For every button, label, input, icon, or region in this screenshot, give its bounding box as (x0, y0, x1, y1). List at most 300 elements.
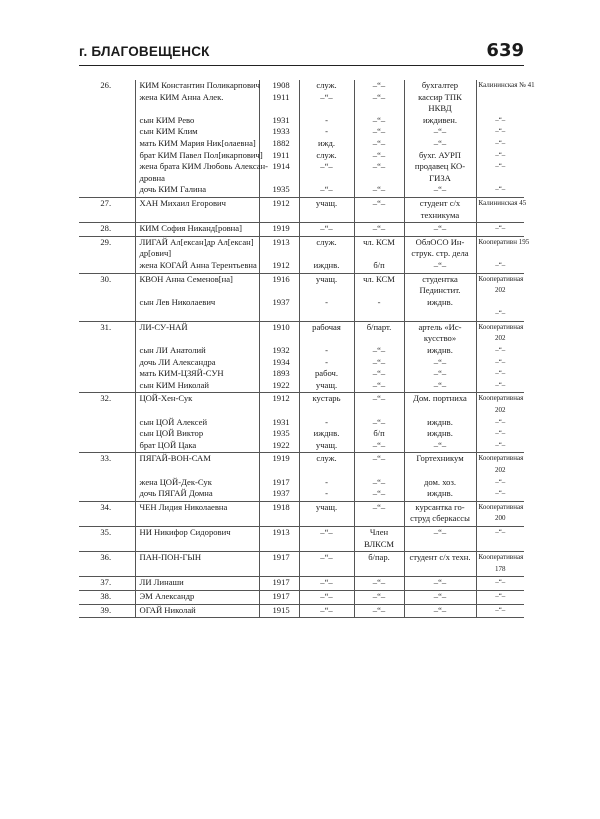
workplace-line: бухгалтер (421, 80, 459, 90)
party-status-line: –“– (372, 604, 386, 615)
party-status-line: –“– (372, 439, 386, 450)
workplace-cell (404, 501, 476, 526)
address-line: Кооперативная (478, 553, 524, 562)
person-name-cell (135, 273, 259, 321)
birth-year-line: 1917 (272, 577, 290, 588)
party-status-line: чл. КСМ (363, 273, 395, 284)
person-name-line: ПАН-ПОН-ГЫН (139, 552, 202, 563)
address-line (479, 92, 523, 104)
party-status-line: –“– (372, 501, 386, 512)
birth-year-line (273, 405, 297, 417)
address-cell (476, 223, 524, 237)
table-row (79, 321, 524, 393)
person-name-line: дровна (139, 172, 165, 183)
workplace-cell (404, 223, 476, 237)
person-name-line: брат КИМ Павел Пол[икарпович] (139, 149, 263, 160)
party-status-line: –“– (372, 379, 386, 390)
social-status-line: - (325, 416, 328, 427)
birth-year-line: 1918 (272, 501, 290, 512)
workplace-line: курсантка го- (415, 501, 465, 512)
address-line: Кооперативн 195 (478, 237, 530, 246)
person-name-line: дочь ЛИ Александра (139, 356, 216, 367)
person-name-line (140, 405, 257, 417)
social-status-line (302, 248, 352, 260)
party-status-line: чл. КСМ (363, 236, 395, 247)
address-line: Калининская 45 (478, 198, 527, 207)
workplace-line: ОблОСО Ин- (415, 236, 465, 247)
party-status-line: –“– (372, 345, 386, 356)
person-name-line: сын КИМ Николай (139, 379, 209, 390)
person-name-line: жена КОГАЙ Анна Терентьевна (139, 259, 257, 270)
person-name-line (140, 333, 257, 345)
social-status-line: учащ. (315, 501, 338, 512)
social-status-line: учащ. (315, 273, 338, 284)
party-status-line (357, 333, 402, 345)
address-cell (476, 80, 535, 197)
address-cell (476, 577, 524, 591)
birth-year-cell (259, 604, 299, 618)
workplace-cell (404, 577, 476, 591)
workplace-line: ижднв. (427, 416, 453, 427)
party-status-line (357, 173, 402, 185)
workplace-cell (404, 552, 476, 577)
social-status-line (302, 405, 352, 417)
workplace-line: техникума (420, 209, 460, 220)
social-status-cell (299, 453, 354, 501)
party-status-cell (354, 604, 404, 618)
address-cell (476, 501, 524, 526)
person-name-cell (135, 590, 259, 604)
birth-year-cell (259, 197, 299, 222)
birth-year-cell (259, 80, 299, 197)
party-status-line: –“– (372, 126, 386, 137)
social-status-cell (299, 236, 354, 273)
party-status-cell (354, 223, 404, 237)
entry-number-cell: 35. (79, 526, 135, 551)
person-name-cell (135, 453, 259, 501)
address-line: 202 (495, 406, 506, 415)
workplace-line: –“– (433, 379, 447, 390)
entry-number-cell: 32. (79, 393, 135, 453)
person-name-cell (135, 321, 259, 393)
person-name-line: мать КИМ Мария Ник[олаевна] (139, 137, 256, 148)
workplace-line: струк. стр. дела (411, 248, 469, 259)
social-status-cell (299, 604, 354, 618)
birth-year-line: 1937 (272, 488, 290, 499)
person-name-line: ОГАЙ Николай (139, 604, 196, 615)
social-status-line: –“– (320, 526, 333, 537)
social-status-cell (299, 273, 354, 321)
table-row (79, 501, 524, 526)
person-name-cell (135, 577, 259, 591)
social-status-line: - (325, 296, 328, 307)
party-status-line: –“– (372, 161, 386, 172)
table-row (79, 526, 524, 551)
person-name-line (140, 465, 257, 477)
social-status-cell (299, 552, 354, 577)
person-name-line: сын КИМ Рево (139, 114, 195, 125)
person-name-line: ЛИ Линаши (139, 577, 184, 588)
party-status-line: б/пар. (368, 552, 390, 563)
birth-year-line: 1893 (272, 368, 290, 379)
workplace-line (407, 405, 474, 417)
social-status-cell (299, 501, 354, 526)
social-status-cell (299, 197, 354, 222)
workplace-line: –“– (433, 526, 447, 537)
birth-year-line (273, 248, 297, 260)
party-status-line (357, 248, 402, 260)
social-status-cell (299, 321, 354, 393)
party-status-cell (354, 590, 404, 604)
entry-number-cell: 33. (79, 453, 135, 501)
address-line: –“– (495, 115, 506, 124)
party-status-cell (354, 236, 404, 273)
birth-year-line: 1937 (272, 296, 290, 307)
party-status-cell (354, 393, 404, 453)
social-status-line (302, 173, 352, 185)
person-name-line: ЭМ Александр (139, 590, 195, 601)
party-status-line: –“– (372, 149, 386, 160)
entry-number-cell: 39. (79, 604, 135, 618)
workplace-line: артель «Ис- (418, 321, 462, 332)
address-line: –“– (495, 150, 506, 159)
person-name-line: мать КИМ-ЦЗЯЙ-СУН (139, 368, 224, 379)
address-line (479, 248, 523, 260)
birth-year-line: 1919 (272, 223, 290, 234)
registry-table-body (79, 80, 535, 618)
address-line: –“– (495, 440, 506, 449)
workplace-cell (404, 453, 476, 501)
workplace-cell (404, 526, 476, 551)
birth-year-cell (259, 526, 299, 551)
party-status-line: –“– (372, 184, 386, 195)
workplace-line: ижднв. (427, 428, 453, 439)
social-status-line: учащ. (315, 379, 338, 390)
address-cell (476, 590, 524, 604)
person-name-line: сын ЦОЙ Алексей (139, 416, 208, 427)
person-name-line: КВОН Анна Семенов[на] (139, 273, 233, 284)
address-line: –“– (495, 357, 506, 366)
person-name-line: др[ович] (139, 248, 172, 259)
address-cell (476, 453, 524, 501)
person-name-line: жена КИМ Анна Алек. (139, 91, 224, 102)
address-line: Кооперативная (478, 274, 524, 283)
social-status-line: служ. (316, 236, 337, 247)
birth-year-line: 1916 (272, 273, 290, 284)
entry-number-cell: 38. (79, 590, 135, 604)
person-name-cell (135, 501, 259, 526)
address-cell (476, 604, 524, 618)
address-cell (476, 526, 524, 551)
party-status-cell (354, 321, 404, 393)
social-status-line: кустарь (312, 393, 341, 404)
birth-year-line: 1911 (272, 149, 290, 160)
person-name-line: брат ЦОЙ Цака (139, 439, 197, 450)
workplace-cell (404, 273, 476, 321)
birth-year-line: 1913 (272, 526, 290, 537)
table-row (79, 604, 524, 618)
party-status-line (357, 405, 402, 417)
address-line: –“– (495, 591, 506, 600)
birth-year-line: 1912 (272, 197, 290, 208)
workplace-line: –“– (433, 356, 447, 367)
address-line: –“– (495, 127, 506, 136)
address-line: –“– (495, 309, 506, 318)
workplace-line: –“– (433, 126, 447, 137)
social-status-line: служ. (316, 80, 337, 90)
table-row (79, 197, 524, 222)
workplace-line: иждивен. (422, 114, 458, 125)
birth-year-line: 1917 (272, 476, 290, 487)
entry-number-cell: 36. (79, 552, 135, 577)
person-name-line: КИМ Константин Поликарпович (139, 80, 260, 90)
party-status-cell (354, 273, 404, 321)
birth-year-cell (259, 552, 299, 577)
party-status-cell (354, 453, 404, 501)
address-cell (476, 552, 524, 577)
birth-year-line (273, 333, 297, 345)
table-row (79, 552, 524, 577)
entry-number-cell: 28. (79, 223, 135, 237)
address-line: Кооперативная (478, 394, 524, 403)
social-status-line: ижд. (317, 137, 336, 148)
workplace-line: –“– (433, 368, 447, 379)
social-status-line (302, 285, 352, 297)
address-line (479, 103, 523, 115)
person-name-line: дочь КИМ Галина (139, 184, 207, 195)
workplace-cell (404, 321, 476, 393)
table-row (79, 236, 524, 273)
party-status-line: –“– (372, 356, 386, 367)
person-name-line: ЛИГАЙ Ал[ексан]др Ал[ексан] (139, 236, 254, 247)
workplace-line: Дом. портниха (413, 393, 467, 404)
social-status-line: - (325, 476, 328, 487)
social-status-line: ижднв. (313, 259, 340, 270)
person-name-cell (135, 223, 259, 237)
social-status-line: –“– (320, 604, 333, 615)
birth-year-line: 1912 (272, 259, 290, 270)
workplace-line: кусство» (423, 333, 457, 344)
social-status-line: –“– (320, 223, 333, 234)
address-line: 200 (495, 514, 506, 523)
table-row (79, 590, 524, 604)
person-name-line (140, 285, 257, 297)
workplace-line: –“– (433, 259, 447, 270)
social-status-line: служ. (316, 453, 337, 464)
social-status-line: - (325, 488, 328, 499)
birth-year-line: 1931 (272, 114, 290, 125)
entry-number-cell: 30. (79, 273, 135, 321)
birth-year-line: 1935 (272, 184, 290, 195)
address-line: –“– (495, 224, 506, 233)
address-cell (476, 236, 530, 273)
person-name-line: жена ЦОЙ-Дек-Сук (139, 476, 212, 487)
person-name-line: КИМ София Никанд[ровна] (139, 223, 242, 234)
party-status-line: –“– (372, 368, 386, 379)
social-status-line: учащ. (315, 197, 338, 208)
address-cell (476, 197, 527, 222)
person-name-cell (135, 552, 259, 577)
birth-year-line: 1932 (272, 345, 290, 356)
person-name-line: дочь ПЯГАЙ Домна (139, 488, 213, 499)
birth-year-cell (259, 223, 299, 237)
person-name-line: ХАН Михаил Егорович (139, 197, 226, 208)
address-line: 202 (495, 286, 506, 295)
workplace-cell (404, 604, 476, 618)
person-name-cell (135, 236, 259, 273)
party-status-line: –“– (372, 476, 386, 487)
social-status-line: рабочая (312, 321, 341, 332)
workplace-line: –“– (433, 223, 447, 234)
person-name-line: ЦОЙ-Хен-Сук (139, 393, 193, 404)
person-name-line: сын КИМ Клим (139, 126, 198, 137)
registry-table (79, 80, 535, 618)
person-name-line: сын Лев Николаевич (139, 296, 216, 307)
social-status-cell (299, 577, 354, 591)
social-status-line: –“– (320, 590, 333, 601)
party-status-line: б/п (373, 259, 385, 270)
birth-year-line: 1910 (272, 321, 290, 332)
workplace-line: струд сберкассы (410, 513, 470, 524)
header-rule (79, 65, 524, 66)
social-status-line: –“– (320, 552, 333, 563)
address-line: 178 (495, 564, 506, 573)
party-status-line: –“– (372, 91, 386, 102)
workplace-line: –“– (433, 137, 447, 148)
workplace-line: –“– (433, 590, 447, 601)
party-status-line: –“– (372, 577, 386, 588)
address-line: 202 (495, 334, 506, 343)
person-name-line: сын ЦОЙ Виктор (139, 428, 204, 439)
birth-year-cell (259, 577, 299, 591)
party-status-line: –“– (372, 488, 386, 499)
birth-year-line: 1913 (272, 236, 290, 247)
address-cell (476, 393, 524, 453)
birth-year-line (273, 103, 297, 115)
workplace-cell (404, 197, 476, 222)
workplace-line: кассир ТПК (418, 91, 462, 102)
workplace-line: бухг. АУРП (418, 149, 461, 160)
birth-year-line: 1911 (272, 91, 290, 102)
table-row (79, 393, 524, 453)
social-status-line: - (325, 114, 328, 125)
workplace-line: ГИЗА (429, 172, 451, 183)
person-name-line: НИ Никифор Сидорович (139, 526, 231, 537)
birth-year-line: 1922 (272, 439, 290, 450)
social-status-line (302, 465, 352, 477)
workplace-cell (404, 80, 476, 197)
birth-year-line: 1912 (272, 393, 290, 404)
party-status-line: –“– (372, 137, 386, 148)
address-line: –“– (495, 417, 506, 426)
entry-number-cell: 37. (79, 577, 135, 591)
person-name-line (140, 103, 257, 115)
party-status-line: - (377, 296, 381, 307)
birth-year-line: 1935 (272, 428, 290, 439)
table-row (79, 273, 524, 321)
person-name-line: ЛИ-СУ-НАЙ (139, 321, 188, 332)
birth-year-cell (259, 321, 299, 393)
address-line: –“– (495, 578, 506, 587)
party-status-line: –“– (372, 223, 386, 234)
workplace-line: студент с/х техн. (409, 552, 471, 563)
birth-year-cell (259, 590, 299, 604)
entry-number-cell: 31. (79, 321, 135, 393)
table-row (79, 577, 524, 591)
entry-number-cell: 34. (79, 501, 135, 526)
workplace-line: Гортехникум (416, 453, 464, 464)
address-line: –“– (495, 260, 506, 269)
birth-year-line: 1882 (272, 137, 290, 148)
social-status-cell (299, 223, 354, 237)
party-status-cell (354, 552, 404, 577)
social-status-cell (299, 393, 354, 453)
party-status-cell (354, 577, 404, 591)
birth-year-line: 1931 (272, 416, 290, 427)
address-line: Кооперативная (478, 454, 524, 463)
person-name-line: сын ЛИ Анатолий (139, 345, 206, 356)
page-number: 639 (486, 40, 524, 61)
address-line: –“– (495, 380, 506, 389)
workplace-line: дом. хоз. (423, 476, 457, 487)
birth-year-line: 1915 (272, 604, 290, 615)
birth-year-line: 1919 (272, 453, 290, 464)
birth-year-cell (259, 393, 299, 453)
social-status-line: рабоч. (314, 368, 339, 379)
address-cell (476, 321, 524, 393)
party-status-line: б/парт. (366, 321, 392, 332)
running-header-city: г. БЛАГОВЕЩЕНСК (79, 44, 210, 59)
social-status-cell (299, 590, 354, 604)
address-line: –“– (495, 605, 506, 614)
workplace-line (407, 465, 474, 477)
social-status-line: - (325, 126, 328, 137)
social-status-line (302, 333, 352, 345)
person-name-cell (135, 197, 259, 222)
birth-year-line (273, 465, 297, 477)
social-status-line: - (325, 345, 328, 356)
birth-year-line: 1917 (272, 590, 290, 601)
birth-year-line (273, 173, 297, 185)
social-status-cell (299, 80, 354, 197)
workplace-cell (404, 236, 476, 273)
party-status-line: ВЛКСМ (363, 538, 395, 549)
party-status-line (357, 465, 402, 477)
birth-year-line (273, 285, 297, 297)
party-status-line: б/п (373, 428, 385, 439)
table-row (79, 223, 524, 237)
address-line: –“– (495, 477, 506, 486)
entry-number-cell: 26. (79, 80, 135, 197)
workplace-line: –“– (433, 439, 447, 450)
party-status-line: –“– (372, 197, 386, 208)
birth-year-line: 1934 (272, 356, 290, 367)
social-status-line: –“– (320, 577, 333, 588)
table-row (79, 453, 524, 501)
workplace-line: ижднв. (427, 345, 453, 356)
address-cell (476, 273, 524, 321)
workplace-cell (404, 590, 476, 604)
social-status-line: –“– (320, 91, 333, 102)
table-row (79, 80, 524, 197)
birth-year-cell (259, 501, 299, 526)
address-line: Кооперативная (478, 502, 524, 511)
party-status-cell (354, 501, 404, 526)
social-status-line (302, 103, 352, 115)
person-name-cell (135, 604, 259, 618)
workplace-line: продавец КО- (414, 161, 466, 172)
party-status-cell (354, 526, 404, 551)
